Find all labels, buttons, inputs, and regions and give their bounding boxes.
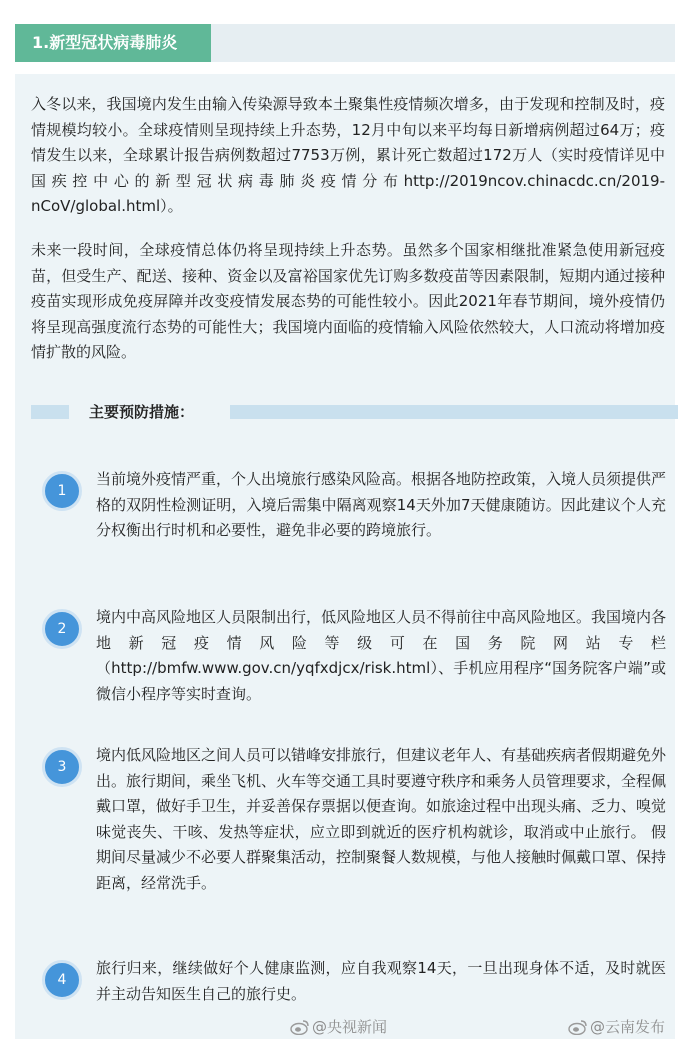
number-badge: 4 <box>42 960 82 1000</box>
number-badge: 1 <box>42 471 82 511</box>
measure-text: 当前境外疫情严重，个人出境旅行感染风险高。根据各地防控政策，入境人员须提供严格的双阴性检测证明，入境后需集中隔离观察14天外加7天健康随访。因此建议个人充分权衡出行时机和必要性，避免非必要的跨境旅行。 <box>96 470 667 540</box>
measure-text: 境内低风险地区之间人员可以错峰安排旅行，但建议老年人、有基础疾病者假期避免外出。旅行期间，乘坐飞机、火车等交通工具时要遵守秩序和乘务人员管理要求，全程佩戴口罩，做好手卫生，并妥善保存票据以便查询。如旅途过程中出现头痛、乏力、嗅觉味觉丧失、干咳、发热等症状，应立即到就近的医疗机构就诊，取消或中止旅行。 假期间尽量减少不必要人群聚集活动，控制聚餐人数规模，与他人接触时佩戴口罩、保持距离，经常洗手。 <box>96 746 667 892</box>
number-badge: 2 <box>42 609 82 649</box>
measures-heading: 主要预防措施： <box>89 403 195 421</box>
divider-bar-right <box>230 405 678 419</box>
number-badge: 3 <box>42 747 82 787</box>
intro-paragraph-1: 入冬以来，我国境内发生由输入传染源导致本土聚集性疫情频次增多，由于发现和控制及时，疫情规模均较小。全球疫情则呈现持续上升态势，12月中旬以来平均每日新增病例超过64万；疫情发生以来，全球累计报告病例数超过7753万例，累计死亡数超过172万人（实时疫情详见中国疾控中心的新型冠状病毒肺炎疫情分布http://2019ncov.chinacdc.cn/2019-nCoV/global.html）。 <box>31 95 665 216</box>
divider-bar-left <box>31 405 69 419</box>
watermark-right-text: @云南发布 <box>590 1018 666 1036</box>
intro-paragraph-2: 未来一段时间，全球疫情总体仍将呈现持续上升态势。虽然多个国家相继批准紧急使用新冠疫苗，但受生产、配送、接种、资金以及富裕国家优先订购多数疫苗等因素限制，短期内通过接种疫苗实现形成免疫屏障并改变疫情发展态势的可能性较小。因此2021年春节期间，境外疫情仍将呈现高强度流行态势的可能性大；我国境内面临的疫情输入风险依然较大，人口流动将增加疫情扩散的风险。 <box>31 241 665 362</box>
measure-text: 境内中高风险地区人员限制出行，低风险地区人员不得前往中高风险地区。我国境内各地新冠疫情风险等级可在国务院网站专栏（http://bmfw.www.gov.cn/yqfxdjcx/risk.html）、手机应用程序“国务院客户端”或微信小程序等实时查询。 <box>96 608 667 703</box>
weibo-icon <box>568 1019 588 1035</box>
measure-text: 旅行归来，继续做好个人健康监测，应自我观察14天，一旦出现身体不适，及时就医并主动告知医生自己的旅行史。 <box>96 959 666 1003</box>
section-title: 1.新型冠状病毒肺炎 <box>15 24 211 62</box>
watermark-left-text: @央视新闻 <box>312 1018 388 1036</box>
weibo-icon <box>290 1019 310 1035</box>
watermark-right <box>568 1016 665 1037</box>
watermark-left <box>290 1016 387 1037</box>
